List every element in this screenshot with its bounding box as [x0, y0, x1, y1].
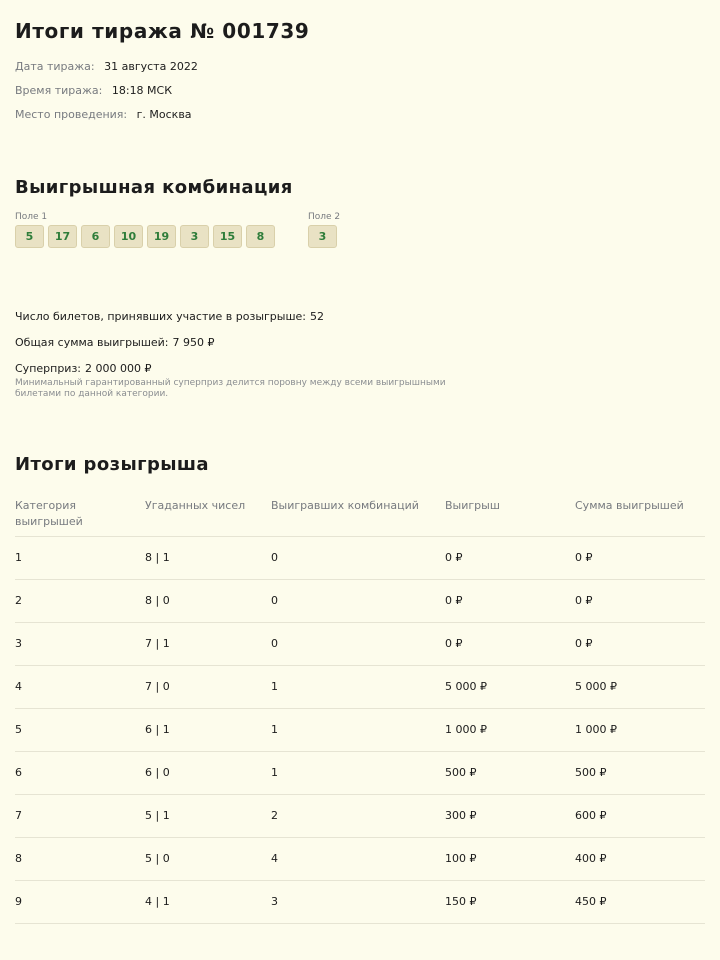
total-value: 7 950 ₽: [172, 336, 215, 349]
total-cell: 0 ₽: [575, 622, 705, 665]
winning-combinations-cell: 1: [271, 665, 445, 708]
total-cell: 5 000 ₽: [575, 665, 705, 708]
column-header-winning-combinations: Выигравших комбинаций: [271, 492, 445, 536]
winning-combinations-cell: 1: [271, 751, 445, 794]
matched-cell: 6 | 1: [145, 708, 271, 751]
matched-cell: 8 | 1: [145, 536, 271, 579]
category-cell: 4: [15, 665, 145, 708]
winning-combinations-cell: 4: [271, 837, 445, 880]
tickets-value: 52: [310, 310, 325, 323]
table-row: [15, 751, 705, 794]
category-cell: 7: [15, 794, 145, 837]
table-row: [15, 622, 705, 665]
winning-combinations-cell: 0: [271, 622, 445, 665]
superprize-note: Минимальный гарантированный суперприз делится поровну между всеми выигрышными билетами по данной категории.: [15, 378, 446, 399]
table-row: [15, 708, 705, 751]
field-1-number: 3: [180, 225, 209, 248]
total-cell: 0 ₽: [575, 579, 705, 622]
total-cell: 400 ₽: [575, 837, 705, 880]
place-row: [15, 103, 705, 127]
prize-cell: 300 ₽: [445, 794, 575, 837]
total-row: [15, 330, 705, 356]
place-value: г. Москва: [136, 108, 192, 121]
field-2-number: 3: [308, 225, 337, 248]
category-cell: 1: [15, 536, 145, 579]
matched-cell: 5 | 1: [145, 794, 271, 837]
table-row: [15, 665, 705, 708]
winning-combination-section: [15, 175, 705, 248]
results-title: Итоги розыгрыша: [15, 454, 209, 475]
field-1-number: 19: [147, 225, 176, 248]
draw-date-label: Дата тиража:: [15, 60, 95, 73]
prize-cell: 0 ₽: [445, 622, 575, 665]
field-2-numbers: [308, 225, 341, 248]
table-row: [15, 536, 705, 579]
column-header-category: Категория выигрышей: [15, 492, 145, 536]
prize-cell: 0 ₽: [445, 536, 575, 579]
page-title: Итоги тиража № 001739: [15, 19, 310, 43]
total-label: Общая сумма выигрышей:: [15, 336, 169, 349]
winning-combinations-cell: 0: [271, 536, 445, 579]
draw-date-row: [15, 55, 705, 79]
field-1-number: 5: [15, 225, 44, 248]
category-cell: 6: [15, 751, 145, 794]
total-cell: 0 ₽: [575, 536, 705, 579]
combination-title: Выигрышная комбинация: [15, 177, 293, 198]
prize-cell: 1 000 ₽: [445, 708, 575, 751]
column-header-prize: Выигрыш: [445, 492, 575, 536]
table-row: [15, 880, 705, 923]
matched-cell: 4 | 1: [145, 880, 271, 923]
winning-combinations-cell: 0: [271, 579, 445, 622]
winning-combinations-cell: 1: [271, 708, 445, 751]
field-1: [15, 211, 279, 248]
winning-combinations-cell: 2: [271, 794, 445, 837]
total-cell: 450 ₽: [575, 880, 705, 923]
category-cell: 9: [15, 880, 145, 923]
category-cell: 5: [15, 708, 145, 751]
prize-cell: 100 ₽: [445, 837, 575, 880]
prize-cell: 150 ₽: [445, 880, 575, 923]
table-row: [15, 579, 705, 622]
field-2-label: Поле 2: [308, 212, 341, 222]
matched-cell: 7 | 1: [145, 622, 271, 665]
draw-time-value: 18:18 МСК: [111, 84, 173, 97]
matched-cell: 6 | 0: [145, 751, 271, 794]
stats-section: [15, 304, 705, 400]
field-1-number: 17: [48, 225, 77, 248]
column-header-matched: Угаданных чисел: [145, 492, 271, 536]
field-1-label: Поле 1: [15, 212, 48, 222]
results-section: [15, 452, 705, 924]
superprize-value: 2 000 000 ₽: [85, 362, 152, 375]
field-2: [308, 211, 341, 248]
superprize-label: Суперприз:: [15, 362, 82, 375]
prize-cell: 0 ₽: [445, 579, 575, 622]
field-1-number: 8: [246, 225, 275, 248]
table-header-row: [15, 492, 705, 536]
results-table: [15, 492, 705, 924]
matched-cell: 8 | 0: [145, 579, 271, 622]
category-cell: 8: [15, 837, 145, 880]
draw-time-label: Время тиража:: [15, 84, 103, 97]
total-cell: 1 000 ₽: [575, 708, 705, 751]
prize-cell: 500 ₽: [445, 751, 575, 794]
draw-date-value: 31 августа 2022: [104, 60, 198, 73]
total-cell: 500 ₽: [575, 751, 705, 794]
field-1-number: 15: [213, 225, 242, 248]
field-1-number: 6: [81, 225, 110, 248]
field-1-numbers: [15, 225, 279, 248]
category-cell: 3: [15, 622, 145, 665]
field-1-number: 10: [114, 225, 143, 248]
table-row: [15, 837, 705, 880]
total-cell: 600 ₽: [575, 794, 705, 837]
column-header-total: Сумма выигрышей: [575, 492, 705, 536]
table-row: [15, 794, 705, 837]
matched-cell: 7 | 0: [145, 665, 271, 708]
matched-cell: 5 | 0: [145, 837, 271, 880]
place-label: Место проведения:: [15, 108, 128, 121]
winning-combinations-cell: 3: [271, 880, 445, 923]
prize-cell: 5 000 ₽: [445, 665, 575, 708]
category-cell: 2: [15, 579, 145, 622]
fields: [15, 211, 705, 248]
tickets-label: Число билетов, принявших участие в розыгрыше:: [15, 310, 307, 323]
tickets-row: [15, 304, 705, 330]
results-table-body: [15, 536, 705, 923]
draw-time-row: [15, 79, 705, 103]
